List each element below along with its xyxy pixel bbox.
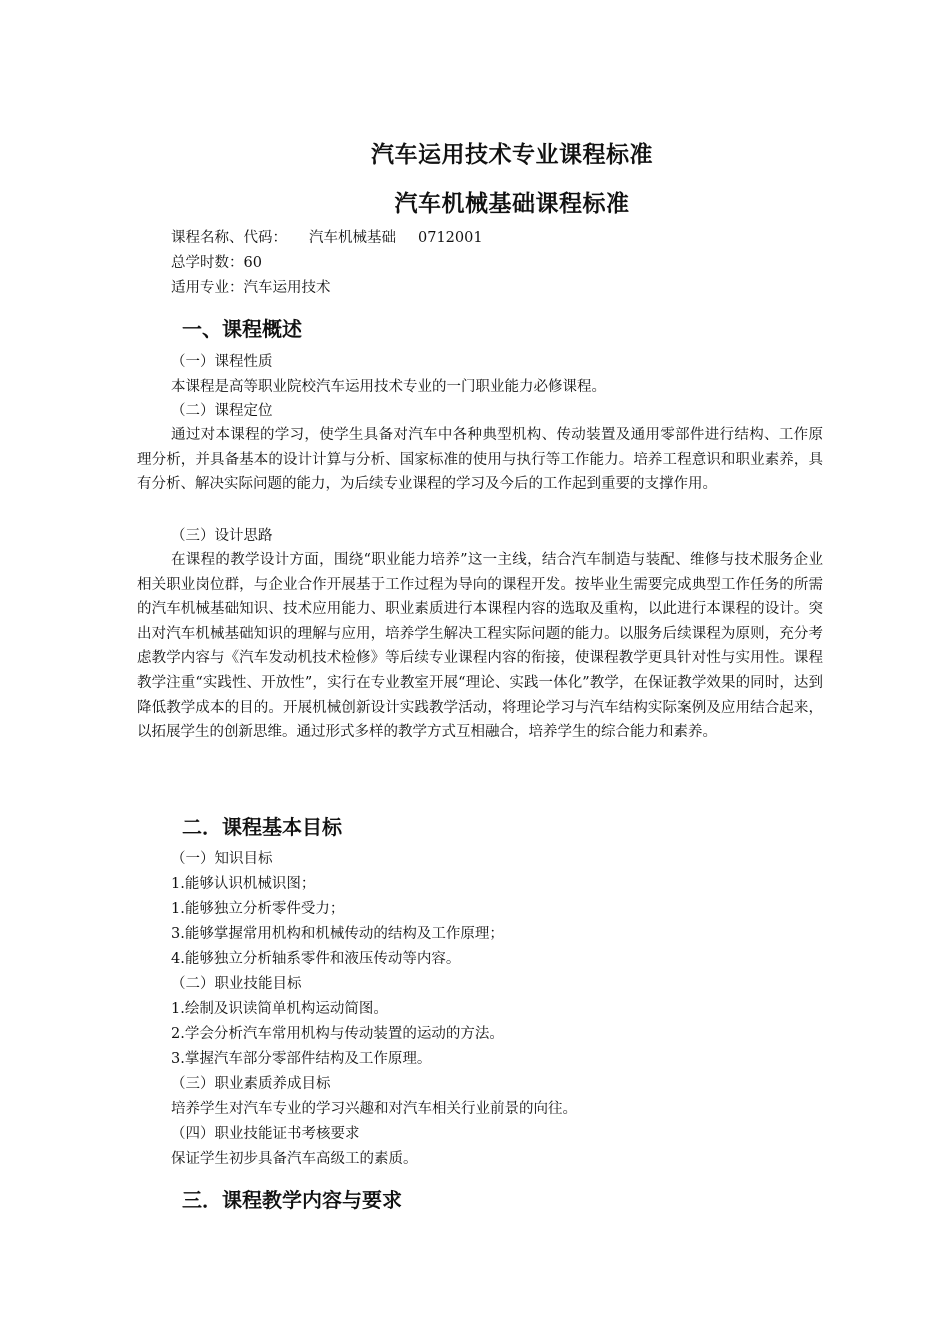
knowledge-goal-2: 1.能够独立分析零件受力；	[171, 901, 345, 917]
course-code-value: 0712001	[418, 230, 483, 246]
section3-heading: 三．课程教学内容与要求	[182, 1188, 402, 1212]
course-name-line	[171, 228, 483, 248]
document-title: 汽车运用技术专业课程标准	[371, 142, 653, 168]
section1-heading: 一、课程概述	[182, 317, 302, 341]
skill-goal-3: 3.掌握汽车部分零部件结构及工作原理。	[171, 1051, 432, 1067]
skill-goal-2: 2.学会分析汽车常用机构与传动装置的运动的方法。	[171, 1026, 504, 1042]
applicable-major: 适用专业：汽车运用技术	[171, 280, 331, 296]
section1-p3: 在课程的教学设计方面，围绕“职业能力培养”这一主线，结合汽车制造与装配、维修与技术服务企业相关职业岗位群，与企业合作开展基于工作过程为导向的课程开发。按毕业生需要完成典型工作任务的所需的汽车机械基础知识、技术应用能力、职业素质进行本课程内容的选取及重构，以此进行本课程的设计。突出对汽车机械基础知识的理解与应用，培养学生解决工程实际问题的能力。以服务后续课程为原则，充分考虑教学内容与《汽车发动机技术检修》等后续专业课程内容的衔接，使课程教学更具针对性与实用性。课程教学注重“实践性、开放性”，实行在专业教室开展“理论、实践一体化”教学，在保证教学效果的同时，达到降低教学成本的目的。开展机械创新设计实践教学活动，将理论学习与汽车结构实际案例及应用结合起来，以拓展学生的创新思维。通过形式多样的教学方式互相融合，培养学生的综合能力和素养。	[137, 552, 823, 741]
section2-sub2: （二）职业技能目标	[171, 976, 302, 992]
certificate-goal-1: 保证学生初步具备汽车高级工的素质。	[171, 1151, 418, 1167]
skill-goal-1: 1.绘制及识读简单机构运动简图。	[171, 1001, 388, 1017]
section1-sub2: （二）课程定位	[171, 403, 273, 419]
section2-sub1: （一）知识目标	[171, 851, 273, 867]
knowledge-goal-3: 3.能够掌握常用机构和机械传动的结构及工作原理；	[171, 926, 504, 942]
course-title: 汽车机械基础课程标准	[394, 191, 630, 217]
section2-heading: 二．课程基本目标	[182, 815, 342, 839]
section2-sub4: （四）职业技能证书考核要求	[171, 1126, 360, 1142]
total-hours: 总学时数：60	[171, 255, 262, 271]
course-name-value: 汽车机械基础	[309, 230, 396, 246]
section1-sub3: （三）设计思路	[171, 528, 273, 544]
section1-sub1: （一）课程性质	[171, 354, 273, 370]
course-name-label: 课程名称、代码：	[171, 230, 287, 246]
knowledge-goal-1: 1.能够认识机械识图；	[171, 876, 316, 892]
section1-p1: 本课程是高等职业院校汽车运用技术专业的一门职业能力必修课程。	[171, 379, 606, 395]
knowledge-goal-4: 4.能够独立分析轴系零件和液压传动等内容。	[171, 951, 461, 967]
section2-sub3: （三）职业素质养成目标	[171, 1076, 331, 1092]
section1-p2: 通过对本课程的学习，使学生具备对汽车中各种典型机构、传动装置及通用零部件进行结构、工作原理分析，并具备基本的设计计算与分析、国家标准的使用与执行等工作能力。培养工程意识和职业素养，具有分析、解决实际问题的能力，为后续专业课程的学习及今后的工作起到重要的支撑作用。	[137, 427, 823, 493]
quality-goal-1: 培养学生对汽车专业的学习兴趣和对汽车相关行业前景的向往。	[171, 1101, 577, 1117]
